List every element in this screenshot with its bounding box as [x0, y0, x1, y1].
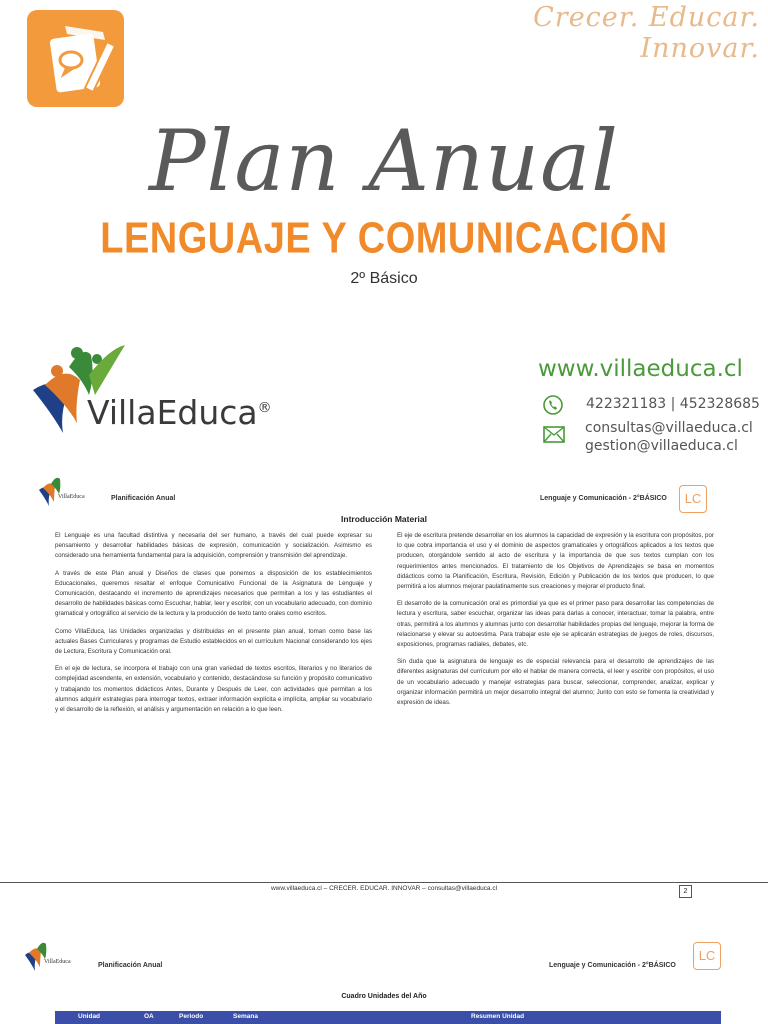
column-header: Periodo [179, 1013, 204, 1020]
email-gestion[interactable]: gestion@villaeduca.cl [585, 438, 738, 454]
page-title: Plan Anual [148, 112, 620, 210]
website-link[interactable]: www.villaeduca.cl [538, 356, 743, 382]
paragraph: A través de este Plan anual y Diseños de clases que ponemos a disposición de los establecimientos Educacionales, queremos resaltar el enfoque Comunicativo Funcional de la Asignatura de Lenguaje y Comunicación, destacando el incremento de aprendizajes necesarios que permitan a los y las estudiantes el desarrollo de habilidades básicas como Escuchar, hablar, leer y escribir, con un vocabulario adecuado, con dominio gramatical y ortográfico al servicio de la lectura y la producción de texto tanto orales como escritos. [55, 569, 372, 618]
table-title: Cuadro Unidades del Año [341, 993, 427, 1000]
paragraph: Como VillaEduca, las Unidades organizadas y distribuidas en el presente plan anual, toman como base las actuales Bases Curriculares y programas de Estudio establecidos en el currículum Nacional considerando los ejes de Lectura, Escritura y Comunicación oral. [55, 627, 372, 656]
paragraph: En el eje de lectura, se incorpora el trabajo con una gran variedad de textos escritos, literarios y no literarios de complejidad ascendente, en extensión, vocabulario y contenido, destacándose su función y propósito comunicativo y trabajando los momentos didácticos Antes, Durante y Después de Leer, con actividades que permitan a los alumnos adquirir estrategias para interrogar textos, extraer información explícita e implícita, ampliar su vocabulario y el desarrollo de la reflexión, el análisis y argumentación en relación a lo que leen. [55, 665, 372, 714]
header-left-label: Planificación Anual [98, 962, 163, 969]
phone-icon [543, 395, 563, 415]
section-title: Introducción Material [341, 514, 427, 524]
svg-text:VillaEduca: VillaEduca [58, 494, 85, 500]
tagline: Crecer. Educar. Innovar. [533, 2, 760, 64]
left-column [55, 531, 372, 722]
brand-name: VillaEduca® [87, 393, 272, 432]
paragraph: El desarrollo de la comunicación oral es primordial ya que es el primer paso para desarrollar las competencias de lectura y escritura, saber escuchar, organizar las ideas para darlas a conocer, interactuar, tomar la palabra, entre otras, permitirá a los alumnos y alumnas junto con desarrollar habilidades propias del lenguaje, mejorar la forma de relacionarse y elevar su autoestima. Para trabajar este eje se aplicarán estrategias de juegos de roles, discursos, exposiciones, programas radiales, debates, etc. [397, 600, 714, 649]
lc-badge: LC [679, 485, 707, 513]
paragraph: El eje de escritura pretende desarrollar en los alumnos la capacidad de expresión y la escritura con propósitos, por lo que cobra importancia el uso y el dominio de aspectos gramaticales y ortográficos aplicados a los textos que producen, otorgándole sentido al acto de escritura y la importancia de que sus textos cumplan con los requerimientos antes mencionados. El tratamiento de los Objetivos de Aprendizajes se basa en momentos didácticos como la Planificación, Escritura, Revisión, Edición y Publicación de los textos que producen, lo que permitirá a los alumnos mejorar paulatinamente sus creaciones y mejorar el producto final. [397, 532, 714, 591]
column-header: Resumen Unidad [471, 1013, 525, 1020]
subject-title: LENGUAJE Y COMUNICACIÓN [100, 214, 668, 264]
grade-label: 2º Básico [350, 270, 418, 287]
table-header-row [55, 1011, 721, 1024]
paragraph: El Lenguaje es una facultad distintiva y necesaria del ser humano, a través del cual puede expresar su pensamiento y desarrollar habilidades básicas de expresión, comunicación y socialización. Asimismo es considerado una herramienta fundamental para la adquisición, comprensión y transmisión del aprendizaje. [55, 532, 372, 560]
header-logo-icon [36, 472, 96, 508]
app-logo-icon [27, 10, 124, 107]
header-logo-icon [22, 937, 82, 973]
footer-divider [0, 882, 768, 883]
page-number: 2 [679, 885, 692, 898]
column-header: OA [144, 1013, 154, 1020]
lc-badge: LC [693, 942, 721, 970]
mail-icon [543, 426, 565, 443]
header-left-label: Planificación Anual [111, 495, 176, 502]
page-footer: www.villaeduca.cl – CRECER. EDUCAR. INNOVAR – consultas@villaeduca.cl [270, 885, 498, 892]
svg-text:VillaEduca: VillaEduca [44, 959, 71, 965]
column-header: Semana [233, 1013, 258, 1020]
email-consultas[interactable]: consultas@villaeduca.cl [585, 420, 753, 436]
right-column [397, 531, 714, 715]
paragraph: Sin duda que la asignatura de lenguaje es de especial relevancia para el desarrollo de aprendizajes de las diferentes asignaturas del currículum por ello el hablar de manera correcta, el leer y escribir con propósitos, el uso de un vocabulario adecuado y manejar estrategias para buscar, seleccionar, comprender, analizar, explicar y organizar información permitirá un mejor desarrollo integral del alumno; Junto con esto se fomenta la creatividad y expresión de ideas. [397, 658, 714, 707]
header-right-label: Lenguaje y Comunicación - 2°BÁSICO [540, 495, 667, 502]
phone-numbers: 422321183 | 452328685 [586, 396, 760, 412]
email-list [585, 419, 753, 455]
column-header: Unidad [78, 1013, 101, 1020]
header-right-label: Lenguaje y Comunicación - 2°BÁSICO [549, 962, 676, 969]
